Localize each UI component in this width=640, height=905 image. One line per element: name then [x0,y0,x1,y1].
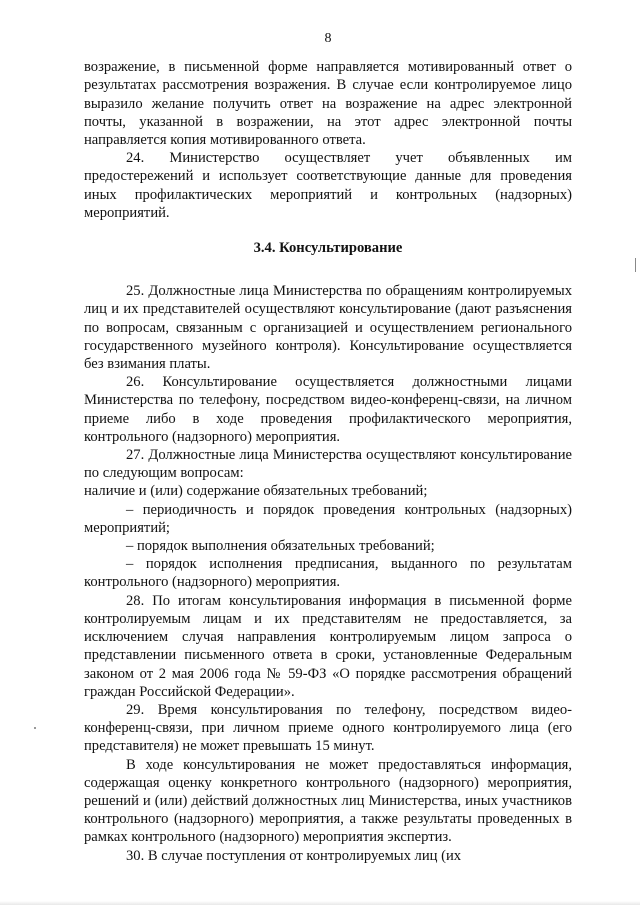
list-item-fulfillment-order: – порядок выполнения обязательных требований; [126,538,435,555]
paragraph-29: 29. Время консультирования по телефону, посредством видео-конференц-связи, при личном приеме одного контролируемого лица (его представителя) не может превышать 15 минут. [84,701,572,755]
list-item-order-execution: – порядок исполнения предписания, выданного по результатам контрольного (надзорного) мероприятия. [84,556,572,591]
scan-margin-mark [635,258,636,272]
paragraph-27: 27. Должностные лица Министерства осуществляют консультирование по следующим вопросам: [84,447,572,482]
scan-dot-mark [34,727,36,729]
paragraph-26: 26. Консультирование осуществляется должностными лицами Министерства по телефону, посредством видео-конференц-связи, на личном приеме либо в ходе проведения профилактического мероприятия, контрольного (надзорного) мероприятия. [84,374,572,445]
document-page [84,30,572,865]
paragraph-25: 25. Должностные лица Министерства по обращениям контролируемых лиц и их представителей осуществляют консультирование (дают разъяснения по вопросам, связанным с организацией и осуществлением регионального государственного музейного контроля). Консультирование осуществляется без взимания платы. [84,283,572,373]
list-item-requirements-content: наличие и (или) содержание обязательных требований; [84,483,428,500]
list-item-periodicity: – периодичность и порядок проведения контрольных (надзорных) мероприятий; [84,501,572,536]
paragraph-28: 28. По итогам консультирования информация в письменной форме контролируемым лицам и их представителям не предоставляется, за исключением случая направления контролируемым лицом запроса о представлении письменного ответа в сроки, установленные Федеральным законом от 2 мая 2006 года № 59-ФЗ «О порядке рассмотрения обращений граждан Российской Федерации». [84,592,572,700]
paragraph-30: 30. В случае поступления от контролируемых лиц (их [126,847,462,864]
page-bottom-edge [0,901,640,905]
page-number: 8 [324,31,332,46]
paragraph-continuation: возражение, в письменной форме направляется мотивированный ответ о результатах рассмотрения возражения. В случае если контролируемое лицо выразило желание получить ответ на возражение на адрес электронной почты, указанной в возражении, на этот адрес электронной почты направляется копия мотивированного ответа. [84,59,572,149]
section-heading: 3.4. Консультирование [253,240,403,257]
paragraph-24: 24. Министерство осуществляет учет объявленных им предостережений и использует соответствующие данные для проведения иных профилактических мероприятий и контрольных (надзорных) мероприятий. [84,150,572,221]
paragraph-restrictions: В ходе консультирования не может предоставляться информация, содержащая оценку конкретного контрольного (надзорного) мероприятия, решений и (или) действий должностных лиц Министерства, иных участников контрольного (надзорного) мероприятия, а также результаты проведенных в рамках контрольного (надзорного) мероприятия экспертиз. [84,756,572,846]
